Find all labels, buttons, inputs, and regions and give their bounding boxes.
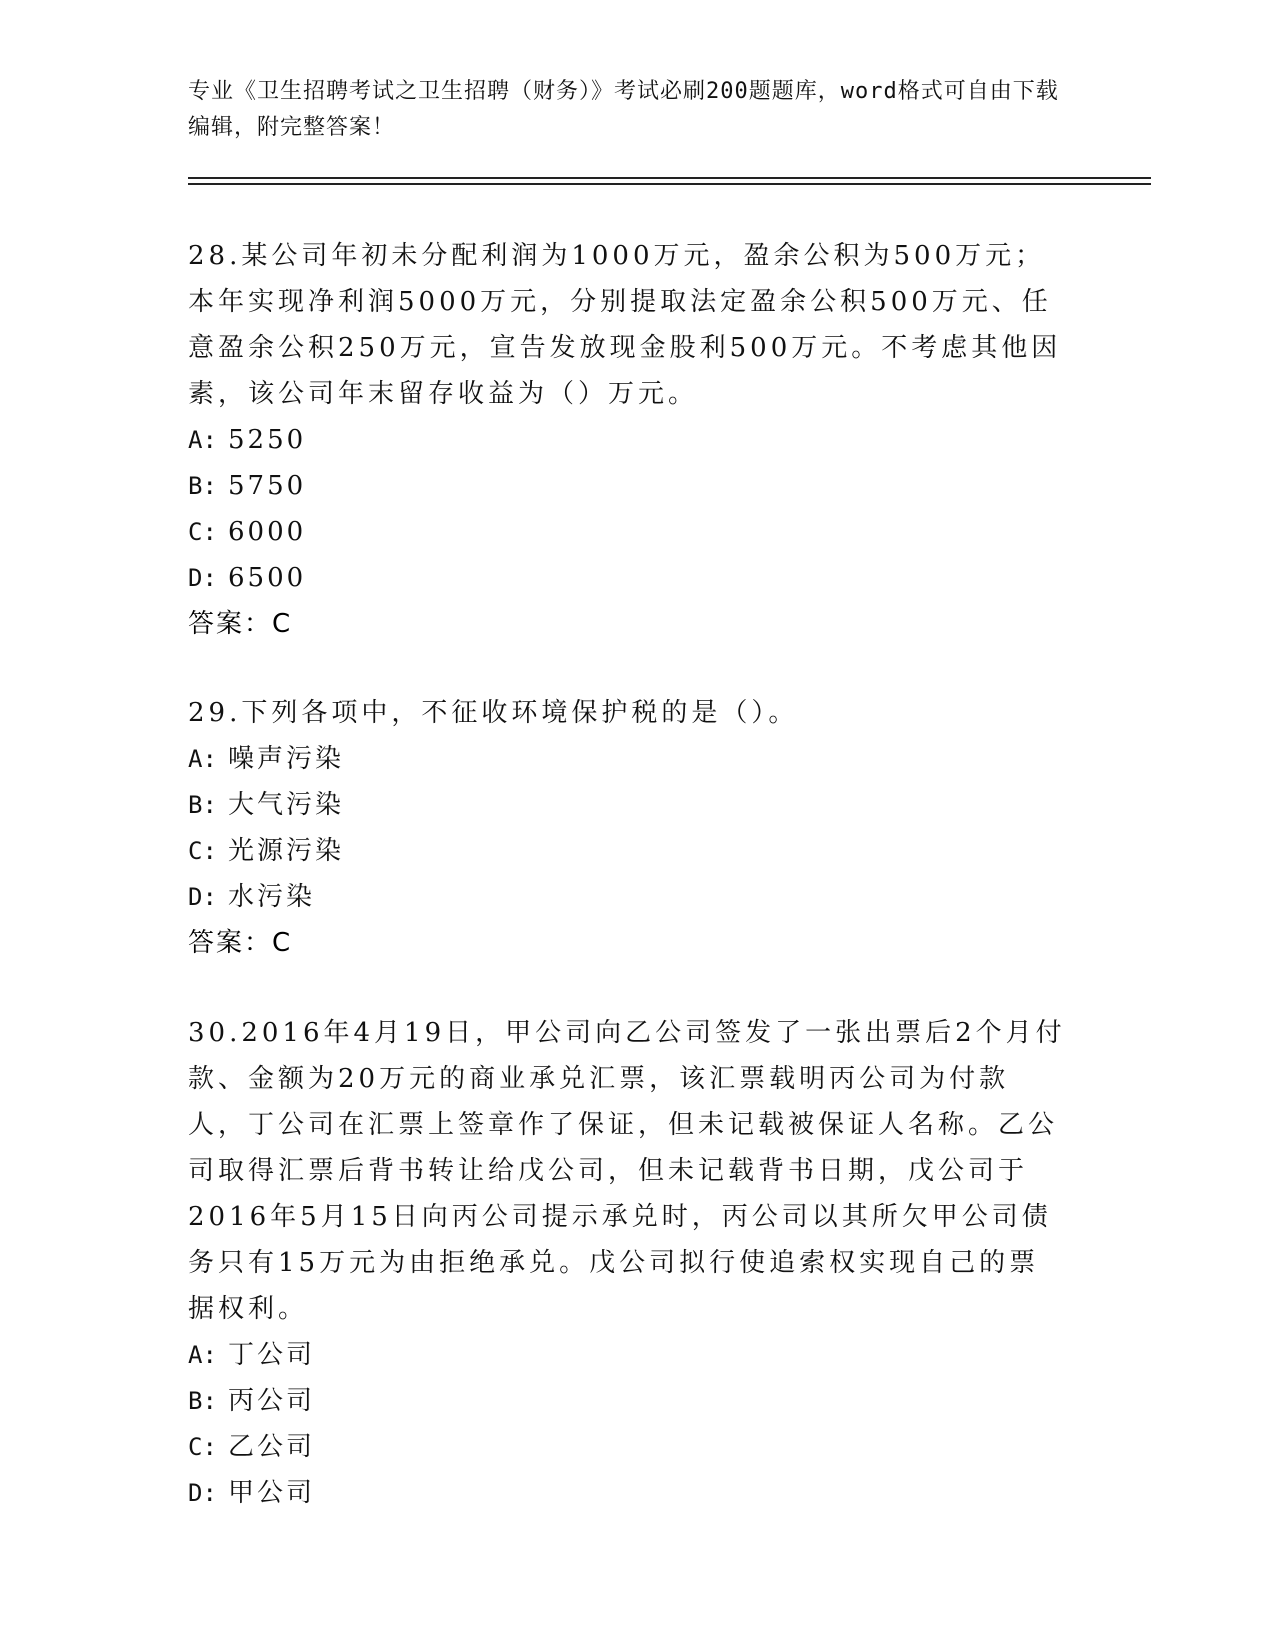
option-c <box>188 1424 1068 1470</box>
option-letter: B: <box>188 791 217 819</box>
option-letter: B: <box>188 1387 217 1415</box>
option-a <box>188 736 1068 782</box>
option-d <box>188 1470 1068 1516</box>
question-28 <box>188 233 1068 647</box>
option-d <box>188 874 1068 920</box>
option-letter: B: <box>188 472 217 500</box>
option-b <box>188 463 1068 509</box>
option-text: 5750 <box>228 471 307 501</box>
option-letter: A: <box>188 745 217 773</box>
option-c <box>188 828 1068 874</box>
option-text: 5250 <box>228 425 307 455</box>
option-text: 丙公司 <box>228 1386 316 1416</box>
question-stem: 29.下列各项中，不征收环境保护税的是（）。 <box>188 698 799 728</box>
question-30 <box>188 1010 1068 1516</box>
option-text: 丁公司 <box>228 1340 316 1370</box>
question-29 <box>188 690 1068 966</box>
option-text: 乙公司 <box>228 1432 316 1462</box>
option-a <box>188 417 1068 463</box>
option-b <box>188 1378 1068 1424</box>
option-text: 光源污染 <box>228 836 345 866</box>
option-a <box>188 1332 1068 1378</box>
option-letter: D: <box>188 1479 217 1507</box>
option-letter: C: <box>188 837 217 865</box>
option-d <box>188 555 1068 601</box>
option-letter: D: <box>188 883 217 911</box>
option-b <box>188 782 1068 828</box>
answer-line: 答案：C <box>188 928 293 958</box>
option-c <box>188 509 1068 555</box>
option-text: 噪声污染 <box>228 744 345 774</box>
question-stem: 30.2016年4月19日，甲公司向乙公司签发了一张出票后2个月付款、金额为20万元的商业承兑汇票，该汇票载明丙公司为付款人，丁公司在汇票上签章作了保证，但未记载被保证人名称。乙公司取得汇票后背书转让给戊公司，但未记载背书日期，戊公司于2016年5月15日向丙公司提示承兑时，丙公司以其所欠甲公司债务只有15万元为由拒绝承兑。戊公司拟行使追索权实现自己的票据权利。 <box>188 1018 1066 1324</box>
header-divider-top <box>188 177 1151 179</box>
option-letter: C: <box>188 1433 217 1461</box>
answer-line: 答案：C <box>188 609 293 639</box>
option-letter: D: <box>188 564 217 592</box>
option-letter: A: <box>188 426 217 454</box>
option-text: 6000 <box>228 517 307 547</box>
header-divider-bottom <box>188 183 1151 185</box>
option-letter: A: <box>188 1341 217 1369</box>
document-header: 专业《卫生招聘考试之卫生招聘（财务）》考试必刷200题题库，word格式可自由下载编辑，附完整答案！ <box>188 79 1059 140</box>
option-letter: C: <box>188 518 217 546</box>
option-text: 甲公司 <box>228 1478 316 1508</box>
option-text: 6500 <box>228 563 307 593</box>
question-stem: 28.某公司年初未分配利润为1000万元，盈余公积为500万元；本年实现净利润5000万元，分别提取法定盈余公积500万元、任意盈余公积250万元，宣告发放现金股利500万元。不考虑其他因素，该公司年末留存收益为（）万元。 <box>188 241 1062 409</box>
option-text: 水污染 <box>228 882 316 912</box>
option-text: 大气污染 <box>228 790 345 820</box>
